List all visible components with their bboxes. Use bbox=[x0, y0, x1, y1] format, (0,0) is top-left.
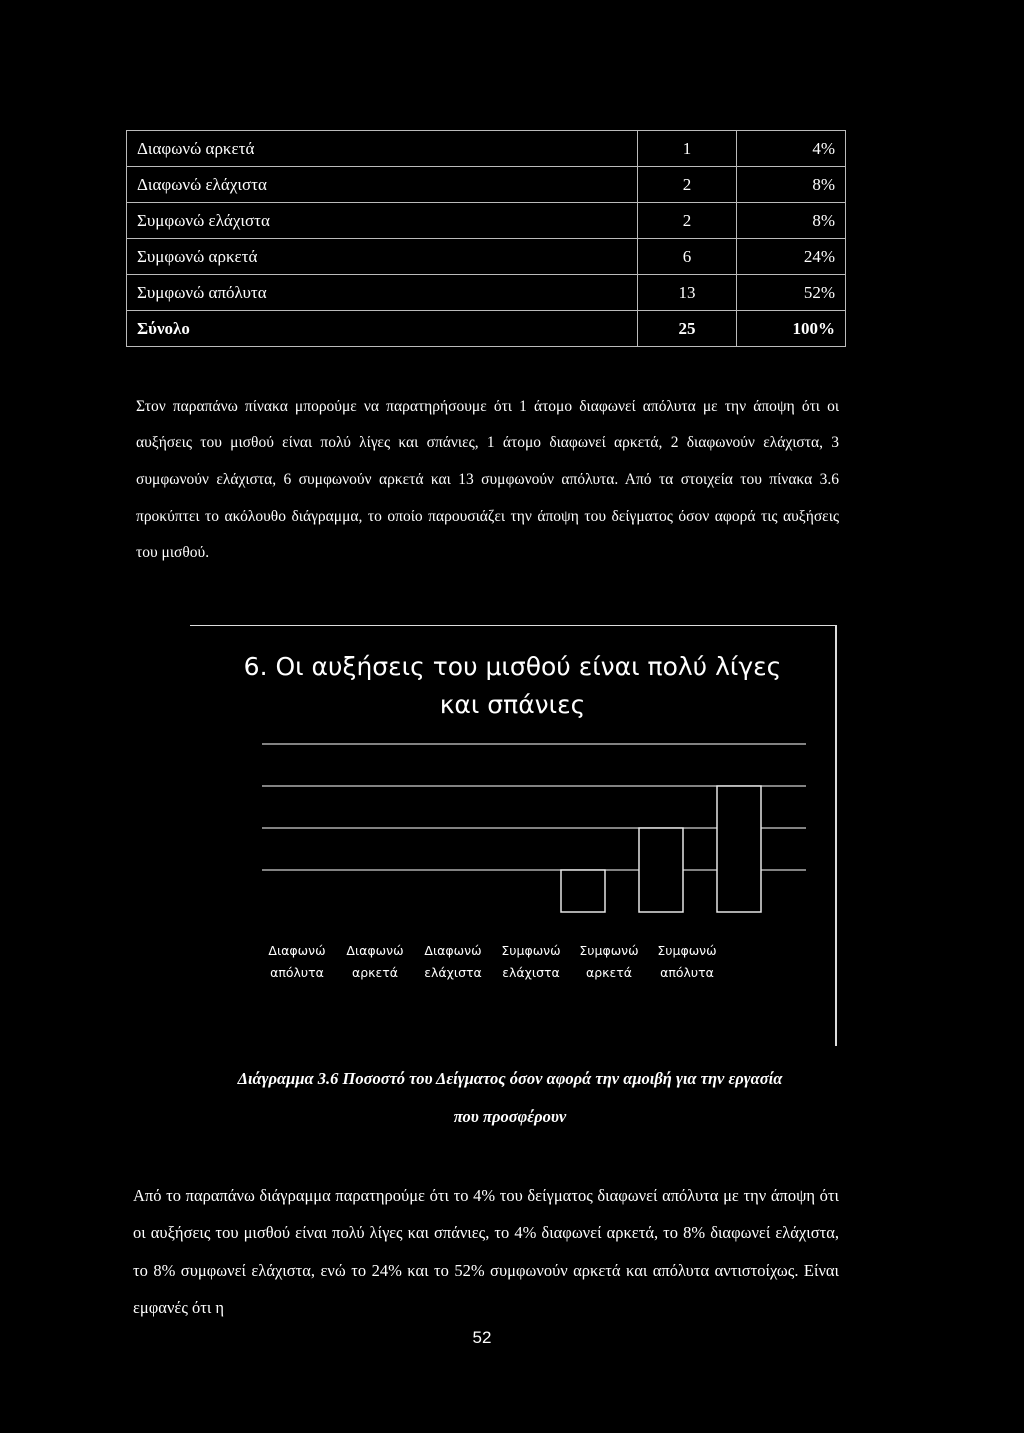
caption-line2: που προσφέρουν bbox=[453, 1107, 567, 1126]
total-count: 25 bbox=[638, 311, 737, 347]
row-percent: 4% bbox=[737, 131, 846, 167]
category-label-line2: ελάχιστα bbox=[502, 965, 560, 980]
table-row bbox=[127, 275, 846, 311]
row-count: 1 bbox=[638, 131, 737, 167]
row-label: Συμφωνώ ελάχιστα bbox=[127, 203, 638, 239]
chart-title-line2: και σπάνιες bbox=[439, 690, 586, 719]
category-label-line1: Συμφωνώ bbox=[501, 943, 561, 958]
figure-caption bbox=[130, 1060, 890, 1136]
survey-table bbox=[126, 130, 846, 347]
row-count: 13 bbox=[638, 275, 737, 311]
caption-line1: Διάγραμμα 3.6 Ποσοστό του Δείγματος όσον αφορά την αμοιβή για την εργασία bbox=[237, 1069, 783, 1088]
row-count: 6 bbox=[638, 239, 737, 275]
page-number: 52 bbox=[472, 1328, 492, 1347]
table-row bbox=[127, 203, 846, 239]
category-label bbox=[639, 940, 735, 984]
table-total-row bbox=[127, 311, 846, 347]
category-label-line1: Συμφωνώ bbox=[657, 943, 717, 958]
table-row bbox=[127, 239, 846, 275]
row-percent: 8% bbox=[737, 167, 846, 203]
row-label: Συμφωνώ αρκετά bbox=[127, 239, 638, 275]
total-label: Σύνολο bbox=[127, 311, 638, 347]
row-percent: 52% bbox=[737, 275, 846, 311]
analysis-paragraph: Από το παραπάνω διάγραμμα παρατηρούμε ότι το 4% του δείγματος διαφωνεί απόλυτα με την άποψη ότι οι αυξήσεις του μισθού είναι πολύ λίγες και σπάνιες, το 4% διαφωνεί αρκετά, το 8% διαφωνεί ελάχιστα, το 8% συμφωνεί ελάχιστα, ενώ το 24% και το 52% συμφωνούν αρκετά και απόλυτα αντιστοίχως. Είναι εμφανές ότι η bbox=[133, 1185, 839, 1317]
chart-title-line1: 6. Οι αυξήσεις του μισθού είναι πολύ λίγες bbox=[243, 652, 782, 681]
chart-container bbox=[190, 625, 837, 1046]
bar bbox=[717, 786, 761, 912]
category-label-line2: αρκετά bbox=[351, 965, 399, 980]
row-label: Συμφωνώ απόλυτα bbox=[127, 275, 638, 311]
category-label-line2: αρκετά bbox=[585, 965, 633, 980]
row-count: 2 bbox=[638, 203, 737, 239]
table-row bbox=[127, 167, 846, 203]
row-percent: 24% bbox=[737, 239, 846, 275]
row-count: 2 bbox=[638, 167, 737, 203]
bar bbox=[639, 828, 683, 912]
category-label-line1: Διαφωνώ bbox=[424, 943, 482, 958]
category-label-line1: Διαφωνώ bbox=[268, 943, 326, 958]
row-percent: 8% bbox=[737, 203, 846, 239]
category-label-line2: απόλυτα bbox=[270, 965, 324, 980]
bar bbox=[561, 870, 605, 912]
row-label: Διαφωνώ αρκετά bbox=[127, 131, 638, 167]
table-row bbox=[127, 131, 846, 167]
category-label-line1: Διαφωνώ bbox=[346, 943, 404, 958]
total-percent: 100% bbox=[737, 311, 846, 347]
category-label-line2: απόλυτα bbox=[660, 965, 714, 980]
category-label-line2: ελάχιστα bbox=[424, 965, 482, 980]
row-label: Διαφωνώ ελάχιστα bbox=[127, 167, 638, 203]
category-label-line1: Συμφωνώ bbox=[579, 943, 639, 958]
intro-paragraph: Στον παραπάνω πίνακα μπορούμε να παρατηρήσουμε ότι 1 άτομο διαφωνεί απόλυτα με την άποψη ότι οι αυξήσεις του μισθού είναι πολύ λίγες και σπάνιες, 1 άτομο διαφωνεί αρκετά, 2 διαφωνούν ελάχιστα, 3 συμφωνούν ελάχιστα, 6 συμφωνούν αρκετά και 13 συμφωνούν απόλυτα. Από τα στοιχεία του πίνακα 3.6 προκύπτει το ακόλουθο διάγραμμα, το οποίο παρουσιάζει την άποψη του δείγματος όσον αφορά τις αυξήσεις του μισθού. bbox=[136, 397, 839, 562]
